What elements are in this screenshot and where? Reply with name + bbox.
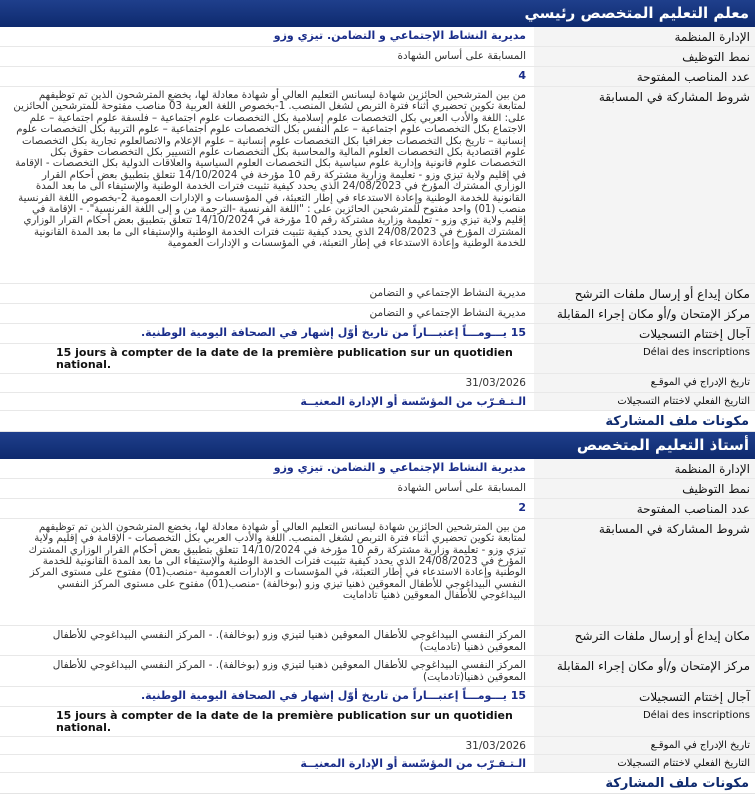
- table-row: [0, 518, 755, 625]
- table-row: [0, 344, 755, 374]
- section-title: معلم التعليم المتخصص رئيسي: [0, 0, 755, 27]
- row-label: نمط التوظيف: [534, 478, 755, 498]
- components-link[interactable]: مكونات ملف المشاركة: [0, 411, 755, 432]
- row-label: مكان إيداع أو إرسال ملفات الترشح: [534, 625, 755, 655]
- table-row: [0, 459, 755, 479]
- table-row: [0, 304, 755, 324]
- row-label: Délai des inscriptions: [534, 344, 755, 374]
- row-label: عدد المناصب المفتوحة: [534, 498, 755, 518]
- row-label: مركز الإمتحان و/أو مكان إجراء المقابلة: [534, 656, 755, 686]
- positions-value: 2: [0, 498, 534, 518]
- row-label: التاريخ الفعلي لاختتام التسجيلات: [534, 392, 755, 410]
- job-details-table: [0, 27, 755, 411]
- site-date-value: 31/03/2026: [0, 374, 534, 392]
- table-row: [0, 478, 755, 498]
- table-row: [0, 706, 755, 736]
- table-row: [0, 67, 755, 87]
- table-row: [0, 625, 755, 655]
- table-row: [0, 27, 755, 47]
- conditions-value: من بين المترشحين الحائزين شهادة ليسانس التعليم العالي أو شهادة معادلة لها، يخضع المترشحون الذين تم توظيفهم لمتابعة تكوين تحضيري أثناء فترة التربص لشغل المنصب. اللغة والأدب العربي بكل التخصصات - الإقامة في إقليم ولاية تيزي وزو - تعليمة وزارية مشتركة رقم 10 مؤرخة في 14/10/2024 تتعلق بتطبيق بعض أحكام القرار الوزاري المشترك المؤرخ في 24/08/2023 الذي يحدد كيفية تثبيت فترات الخدمة الوطنية والإستيفاء الى ما بعد المدة القانونية للخدمة الوطنية وإعادة الاستدعاء في إطار التعبئة، في المؤسسات و الإدارات العمومية -منصب(01) مفتوح على مستوى المركز النفسي البيداغوجي للأطفال المعوقين ذهنيا تيزي وزو (بوخالفة) -منصب(01) مفتوح على مستوى المركز النفسي البيداغوجي للأطفال المعوقين ذهنيا تادامايت: [0, 518, 534, 625]
- administration-value: مديرية النشاط الإجتماعي و التضامن. تيزي وزو: [0, 27, 534, 47]
- row-label: Délai des inscriptions: [534, 706, 755, 736]
- recruitment-type-value: المسابقة على أساس الشهادة: [0, 47, 534, 67]
- job-details-table: [0, 459, 755, 774]
- row-label: الإدارة المنظمة: [534, 459, 755, 479]
- table-row: [0, 686, 755, 706]
- table-row: [0, 284, 755, 304]
- row-label: آجال إختتام التسجيلات: [534, 324, 755, 344]
- recruitment-type-value: المسابقة على أساس الشهادة: [0, 478, 534, 498]
- file-deposit-value: مديرية النشاط الإجتماعي و التضامن: [0, 284, 534, 304]
- row-label: الإدارة المنظمة: [534, 27, 755, 47]
- row-label: آجال إختتام التسجيلات: [534, 686, 755, 706]
- row-label: شروط المشاركة في المسابقة: [534, 87, 755, 284]
- row-label: نمط التوظيف: [534, 47, 755, 67]
- row-label: تاريخ الإدراج في الموقـع: [534, 374, 755, 392]
- site-date-value: 31/03/2026: [0, 737, 534, 755]
- deadline-ar-value: 15 يـــومـــاً إعتبـــاراً من تاريخ أوّل إشهار في الصحافة اليومية الوطنية.: [0, 324, 534, 344]
- conditions-value: من بين المترشحين الحائزين شهادة ليسانس التعليم العالي أو شهادة معادلة لها، يخضع المترشحون الذين تم توظيفهم لمتابعة تكوين تحضيري أثناء فترة التربص لشغل المنصب. 1-بخصوص اللغة العربية 03 مناصب مفتوحة للمترشحين الحائزين على: اللغة والأدب العربي بكل التخصصات علوم إسلامية بكل التخصصات علوم اجتماعية – فلسفة علوم اجتماعية – علم الاجتماع بكل التخصصات علوم اجتماعية – علم النفس بكل التخصصات علوم اجتماعية – علوم التربية بكل التخصصات علوم إنسانية – تاريخ بكل التخصصات جغرافيا بكل التخصصات علوم إنسانية – علوم الإعلام والاتصالعلوم تجارية بكل التخصصات علوم اقتصادية بكل التخصصات العلوم المالية والمحاسبة بكل التخصصات علوم التسيير بكل التخصصات حقوق بكل التخصصات علوم قانونية وإدارية علوم سياسية بكل التخصصات العلوم السياسية والعلاقات الدولية بكل التخصصات - الإقامة في إقليم ولاية تيزي وزو - تعليمة وزارية مشتركة رقم 10 مؤرخة في 14/10/2024 تتعلق بتطبيق بعض أحكام القرار الوزاري المشترك المؤرخ في 24/08/2023 الذي يحدد كيفية تثبيت فترات الخدمة الوطنية والإستيفاء الى ما بعد المدة القانونية للخدمة الوطنية وإعادة الاستدعاء في إطار التعبئة، في المؤسسات و الإدارات العمومية 2-بخصوص اللغة الفرنسية منصب (01) واحد مفتوح للمترشحين الحائزين على : "اللغة الفرنسية -الترجمة من و إلى اللغة الفرنسية". - الإقامة في إقليم ولاية تيزي وزو - تعليمة وزارية مشتركة رقم 10 مؤرخة في 14/10/2024 تتعلق بتطبيق بعض أحكام القرار الوزاري المشترك المؤرخ في 24/08/2023 الذي يحدد كيفية تثبيت فترات الخدمة الوطنية والإستيفاء الى ما بعد المدة القانونية للخدمة الوطنية وإعادة الاستدعاء في إطار التعبئة، في المؤسسات و الإدارات العمومية: [0, 87, 534, 284]
- exam-center-value: مديرية النشاط الإجتماعي و التضامن: [0, 304, 534, 324]
- table-row: [0, 374, 755, 392]
- row-label: عدد المناصب المفتوحة: [534, 67, 755, 87]
- row-label: التاريخ الفعلي لاختتام التسجيلات: [534, 755, 755, 773]
- actual-close-value: الـتـقـرّب من المؤسّسة أو الإدارة المعنيــة: [0, 392, 534, 410]
- file-deposit-value: المركز النفسي البيداغوجي للأطفال المعوقين ذهنيا لتيزي وزو (بوخالفة). - المركز النفسي البيداغوجي للأطفال المعوقين ذهنيا (تادمايت): [0, 625, 534, 655]
- table-row: [0, 47, 755, 67]
- table-row: [0, 656, 755, 686]
- exam-center-value: المركز النفسي البيداغوجي للأطفال المعوقين ذهنيا لتيزي وزو (بوخالفة). - المركز النفسي البيداغوجي للأطفال المعوقين ذهنيا(تادمايت): [0, 656, 534, 686]
- section-title: أستاذ التعليم المتخصص: [0, 432, 755, 459]
- deadline-fr-value: 15 jours à compter de la date de la première publication sur un quotidien national.: [0, 706, 534, 736]
- actual-close-value: الـتـقـرّب من المؤسّسة أو الإدارة المعنيــة: [0, 755, 534, 773]
- table-row: [0, 755, 755, 773]
- administration-value: مديرية النشاط الإجتماعي و التضامن. تيزي وزو: [0, 459, 534, 479]
- row-label: مركز الإمتحان و/أو مكان إجراء المقابلة: [534, 304, 755, 324]
- table-row: [0, 737, 755, 755]
- components-link[interactable]: مكونات ملف المشاركة: [0, 773, 755, 794]
- table-row: [0, 324, 755, 344]
- positions-value: 4: [0, 67, 534, 87]
- deadline-fr-value: 15 jours à compter de la date de la première publication sur un quotidien national.: [0, 344, 534, 374]
- table-row: [0, 498, 755, 518]
- table-row: [0, 392, 755, 410]
- deadline-ar-value: 15 يـــومـــاً إعتبـــاراً من تاريخ أوّل إشهار في الصحافة اليومية الوطنية.: [0, 686, 534, 706]
- row-label: تاريخ الإدراج في الموقـع: [534, 737, 755, 755]
- row-label: شروط المشاركة في المسابقة: [534, 518, 755, 625]
- row-label: مكان إيداع أو إرسال ملفات الترشح: [534, 284, 755, 304]
- table-row: [0, 87, 755, 284]
